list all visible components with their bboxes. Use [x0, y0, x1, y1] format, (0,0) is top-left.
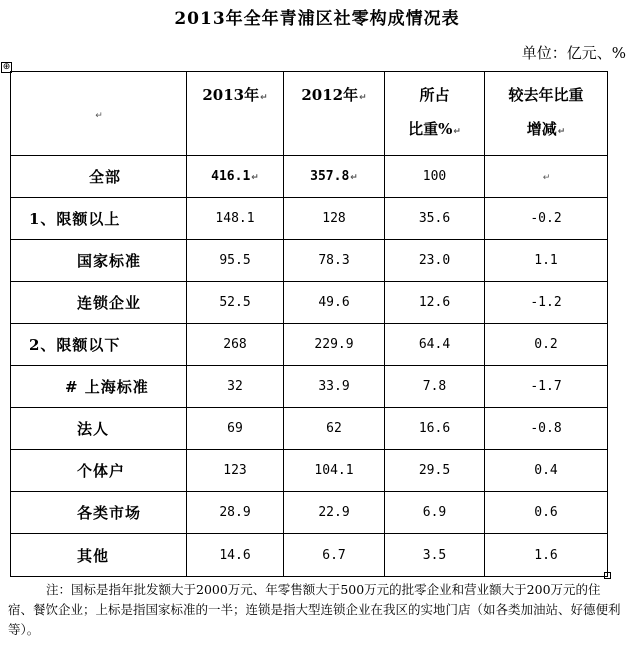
cell-change: 1.1	[485, 240, 608, 282]
cell-2013: 123	[187, 450, 284, 492]
cell-2012: 22.9	[284, 492, 385, 534]
page-title: 2013年全年青浦区社零构成情况表	[174, 9, 460, 29]
cell-share: 3.5	[385, 534, 485, 577]
table-move-handle-icon[interactable]: ⊕	[2, 62, 11, 72]
cell-2013: 32	[187, 366, 284, 408]
row-label: # 上海标准	[11, 366, 187, 408]
table-row	[11, 450, 608, 492]
cell-change: ↵	[485, 156, 608, 198]
cell-2013: 69	[187, 408, 284, 450]
cell-share: 100	[385, 156, 485, 198]
row-label: 其他	[11, 534, 187, 577]
cell-change: 0.2	[485, 324, 608, 366]
cell-share: 29.5	[385, 450, 485, 492]
row-label: 1、限额以上	[11, 198, 187, 240]
table-row	[11, 198, 608, 240]
cell-share: 6.9	[385, 492, 485, 534]
row-label: 2、限额以下	[11, 324, 187, 366]
cell-2012: 229.9	[284, 324, 385, 366]
table-row	[11, 282, 608, 324]
cell-2013: 95.5	[187, 240, 284, 282]
cell-2013: 52.5	[187, 282, 284, 324]
cell-2012: 33.9	[284, 366, 385, 408]
header-change: 较去年比重 增减↵	[485, 72, 608, 156]
header-2013: 2013年↵	[187, 72, 284, 156]
cell-2012: 357.8↵	[284, 156, 385, 198]
table-row	[11, 534, 608, 577]
cell-share: 64.4	[385, 324, 485, 366]
cell-2013: 28.9	[187, 492, 284, 534]
cell-2013: 148.1	[187, 198, 284, 240]
retail-composition-table	[10, 71, 608, 577]
cell-change: -0.8	[485, 408, 608, 450]
cell-2012: 78.3	[284, 240, 385, 282]
cell-2013: 14.6	[187, 534, 284, 577]
cell-share: 7.8	[385, 366, 485, 408]
cell-change: -1.2	[485, 282, 608, 324]
table-row	[11, 324, 608, 366]
cell-share: 16.6	[385, 408, 485, 450]
cell-change: -1.7	[485, 366, 608, 408]
cell-2013: 268	[187, 324, 284, 366]
table-row	[11, 408, 608, 450]
table-row	[11, 492, 608, 534]
table-row	[11, 240, 608, 282]
cell-2013: 416.1↵	[187, 156, 284, 198]
table-row	[11, 156, 608, 198]
table-header-row	[11, 72, 608, 156]
cell-2012: 6.7	[284, 534, 385, 577]
cell-change: -0.2	[485, 198, 608, 240]
cell-share: 12.6	[385, 282, 485, 324]
cell-2012: 128	[284, 198, 385, 240]
table-footnote: 注：国标是指年批发额大于2000万元、年零售额大于500万元的批零企业和营业额大于200万元的住宿、餐饮企业；上标是指国家标准的一半；连锁是指大型连锁企业在我区的实地门店（如各类加油站、好德便利等）。	[8, 582, 621, 637]
header-share: 所占 比重%↵	[385, 72, 485, 156]
unit-label: 单位：亿元、%	[521, 44, 626, 62]
row-label: 个体户	[11, 450, 187, 492]
cell-change: 0.4	[485, 450, 608, 492]
cell-2012: 62	[284, 408, 385, 450]
table-resize-handle[interactable]	[604, 572, 611, 579]
row-label: 法人	[11, 408, 187, 450]
header-2012: 2012年↵	[284, 72, 385, 156]
table-row	[11, 366, 608, 408]
cell-2012: 104.1	[284, 450, 385, 492]
cell-share: 35.6	[385, 198, 485, 240]
row-label: 各类市场	[11, 492, 187, 534]
header-cell-empty: ↵	[11, 72, 187, 156]
cell-change: 1.6	[485, 534, 608, 577]
cell-change: 0.6	[485, 492, 608, 534]
cell-share: 23.0	[385, 240, 485, 282]
row-label: 连锁企业	[11, 282, 187, 324]
row-label: 国家标准	[11, 240, 187, 282]
row-label: 全部	[11, 156, 187, 198]
cell-2012: 49.6	[284, 282, 385, 324]
